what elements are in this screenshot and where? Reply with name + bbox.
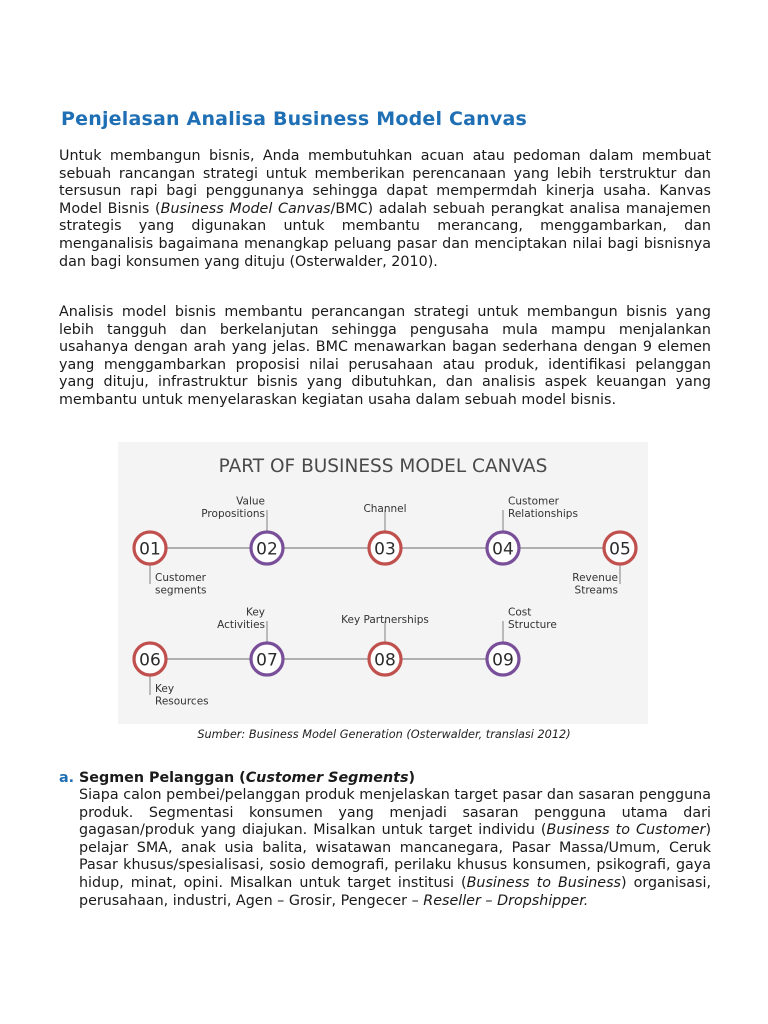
page-title: Penjelasan Analisa Business Model Canvas <box>61 108 528 130</box>
text-run: /BMC) adalah sebuah perangkat analisa manajemen strategis yang digunakan untuk membantu merancang, menggambarkan, dan menganalisis bagaimana menangkap peluang pasar dan menciptakan nilai bagi bisnisnya dan bagi konsumen yang dituju (Osterwalder, 2010). <box>59 200 711 270</box>
node-label: Key <box>155 683 175 695</box>
node-label: Value <box>236 495 265 508</box>
node-number: 04 <box>492 539 514 560</box>
node-label: Relationships <box>508 508 578 520</box>
node-label: Key <box>245 606 265 619</box>
italic-term: Customer Segments <box>245 770 409 786</box>
node-label: Cost <box>508 606 532 619</box>
node-number: 03 <box>374 539 396 560</box>
business-model-canvas-figure <box>118 442 648 724</box>
text-run: ) organisasi, perusahaan, industri, Agen – Grosir, Pengecer – <box>79 874 712 909</box>
node-number: 09 <box>492 650 514 671</box>
section-heading-text <box>79 770 415 786</box>
text-run: Segmen Pelanggan ( <box>79 770 246 786</box>
figure-caption: Sumber: Business Model Generation (Osterwalder, translasi 2012) <box>197 728 571 741</box>
node-label: Structure <box>508 619 557 631</box>
node-label: Channel <box>363 503 407 515</box>
node-number: 06 <box>139 650 161 671</box>
text-run: ) pelajar SMA, anak usia balita, wisatawan mancanegara, Pasar Massa/Umum, Ceruk Pasar khusus/spesialisasi, sosio demografi, perilaku khusus konsumen, psikografi, gaya hidup, minat, opini. Misalkan untuk target institusi ( <box>79 822 712 891</box>
node-label: Key Partnerships <box>341 614 429 626</box>
node-label: Activities <box>217 619 265 631</box>
section-heading <box>59 769 711 787</box>
node-number: 01 <box>139 539 161 560</box>
node-label: segments <box>155 584 207 597</box>
node-label: Resources <box>155 695 209 708</box>
node-label: Revenue <box>572 572 618 584</box>
analysis-paragraph <box>59 304 711 410</box>
italic-term: Business to Business <box>466 874 622 891</box>
italic-term: Reseller – Dropshipper. <box>423 892 589 909</box>
text-run: ) <box>408 770 416 786</box>
figure-title: PART OF BUSINESS MODEL CANVAS <box>218 456 548 477</box>
list-marker: a. <box>59 770 75 786</box>
node-label: Customer <box>155 572 207 584</box>
node-number: 07 <box>256 650 278 671</box>
text-run: Siapa calon pembei/pelanggan produk menjelaskan target pasar dan sasaran pengguna produk. Segmentasi konsumen yang menjadi sasaran pengguna utama dari gagasan/produk yang diajukan. Misalkan untuk target individu ( <box>79 787 711 839</box>
node-number: 05 <box>609 539 631 560</box>
bmc-diagram <box>118 442 648 724</box>
text-run: Analisis model bisnis membantu perancangan strategi untuk membangun bisnis yang lebih tangguh dan berkelanjutan sehingga pengusaha mula mampu menjalankan usahanya dengan arah yang jelas. BMC menawarkan bagan sederhana dengan 9 elemen yang menggambarkan proposisi nilai perusahaan atau produk, identifikasi pelanggan yang dituju, infrastruktur bisnis yang dibutuhkan, dan analisis aspek keuangan yang membantu untuk menyelaraskan kegiatan usaha dalam sebuah model bisnis. <box>59 304 711 408</box>
section-customer-segments <box>59 769 711 910</box>
node-label: Streams <box>574 584 618 597</box>
node-label: Customer <box>508 495 560 508</box>
node-number: 02 <box>256 539 278 560</box>
intro-paragraph <box>59 148 711 271</box>
text-run: Untuk membangun bisnis, Anda membutuhkan acuan atau pedoman dalam membuat sebuah rancangan strategi untuk memberikan perencanaan yang lebih terstruktur dan tersusun rapi bagi penggunanya sehingga dapat mempermdah kinerja usaha. Kanvas Model Bisnis ( <box>59 148 711 217</box>
node-label: Propositions <box>201 508 265 520</box>
italic-term: Business to Customer <box>546 822 706 839</box>
node-number: 08 <box>374 650 396 671</box>
section-body <box>79 787 711 910</box>
italic-term: Business Model Canvas <box>160 200 331 217</box>
